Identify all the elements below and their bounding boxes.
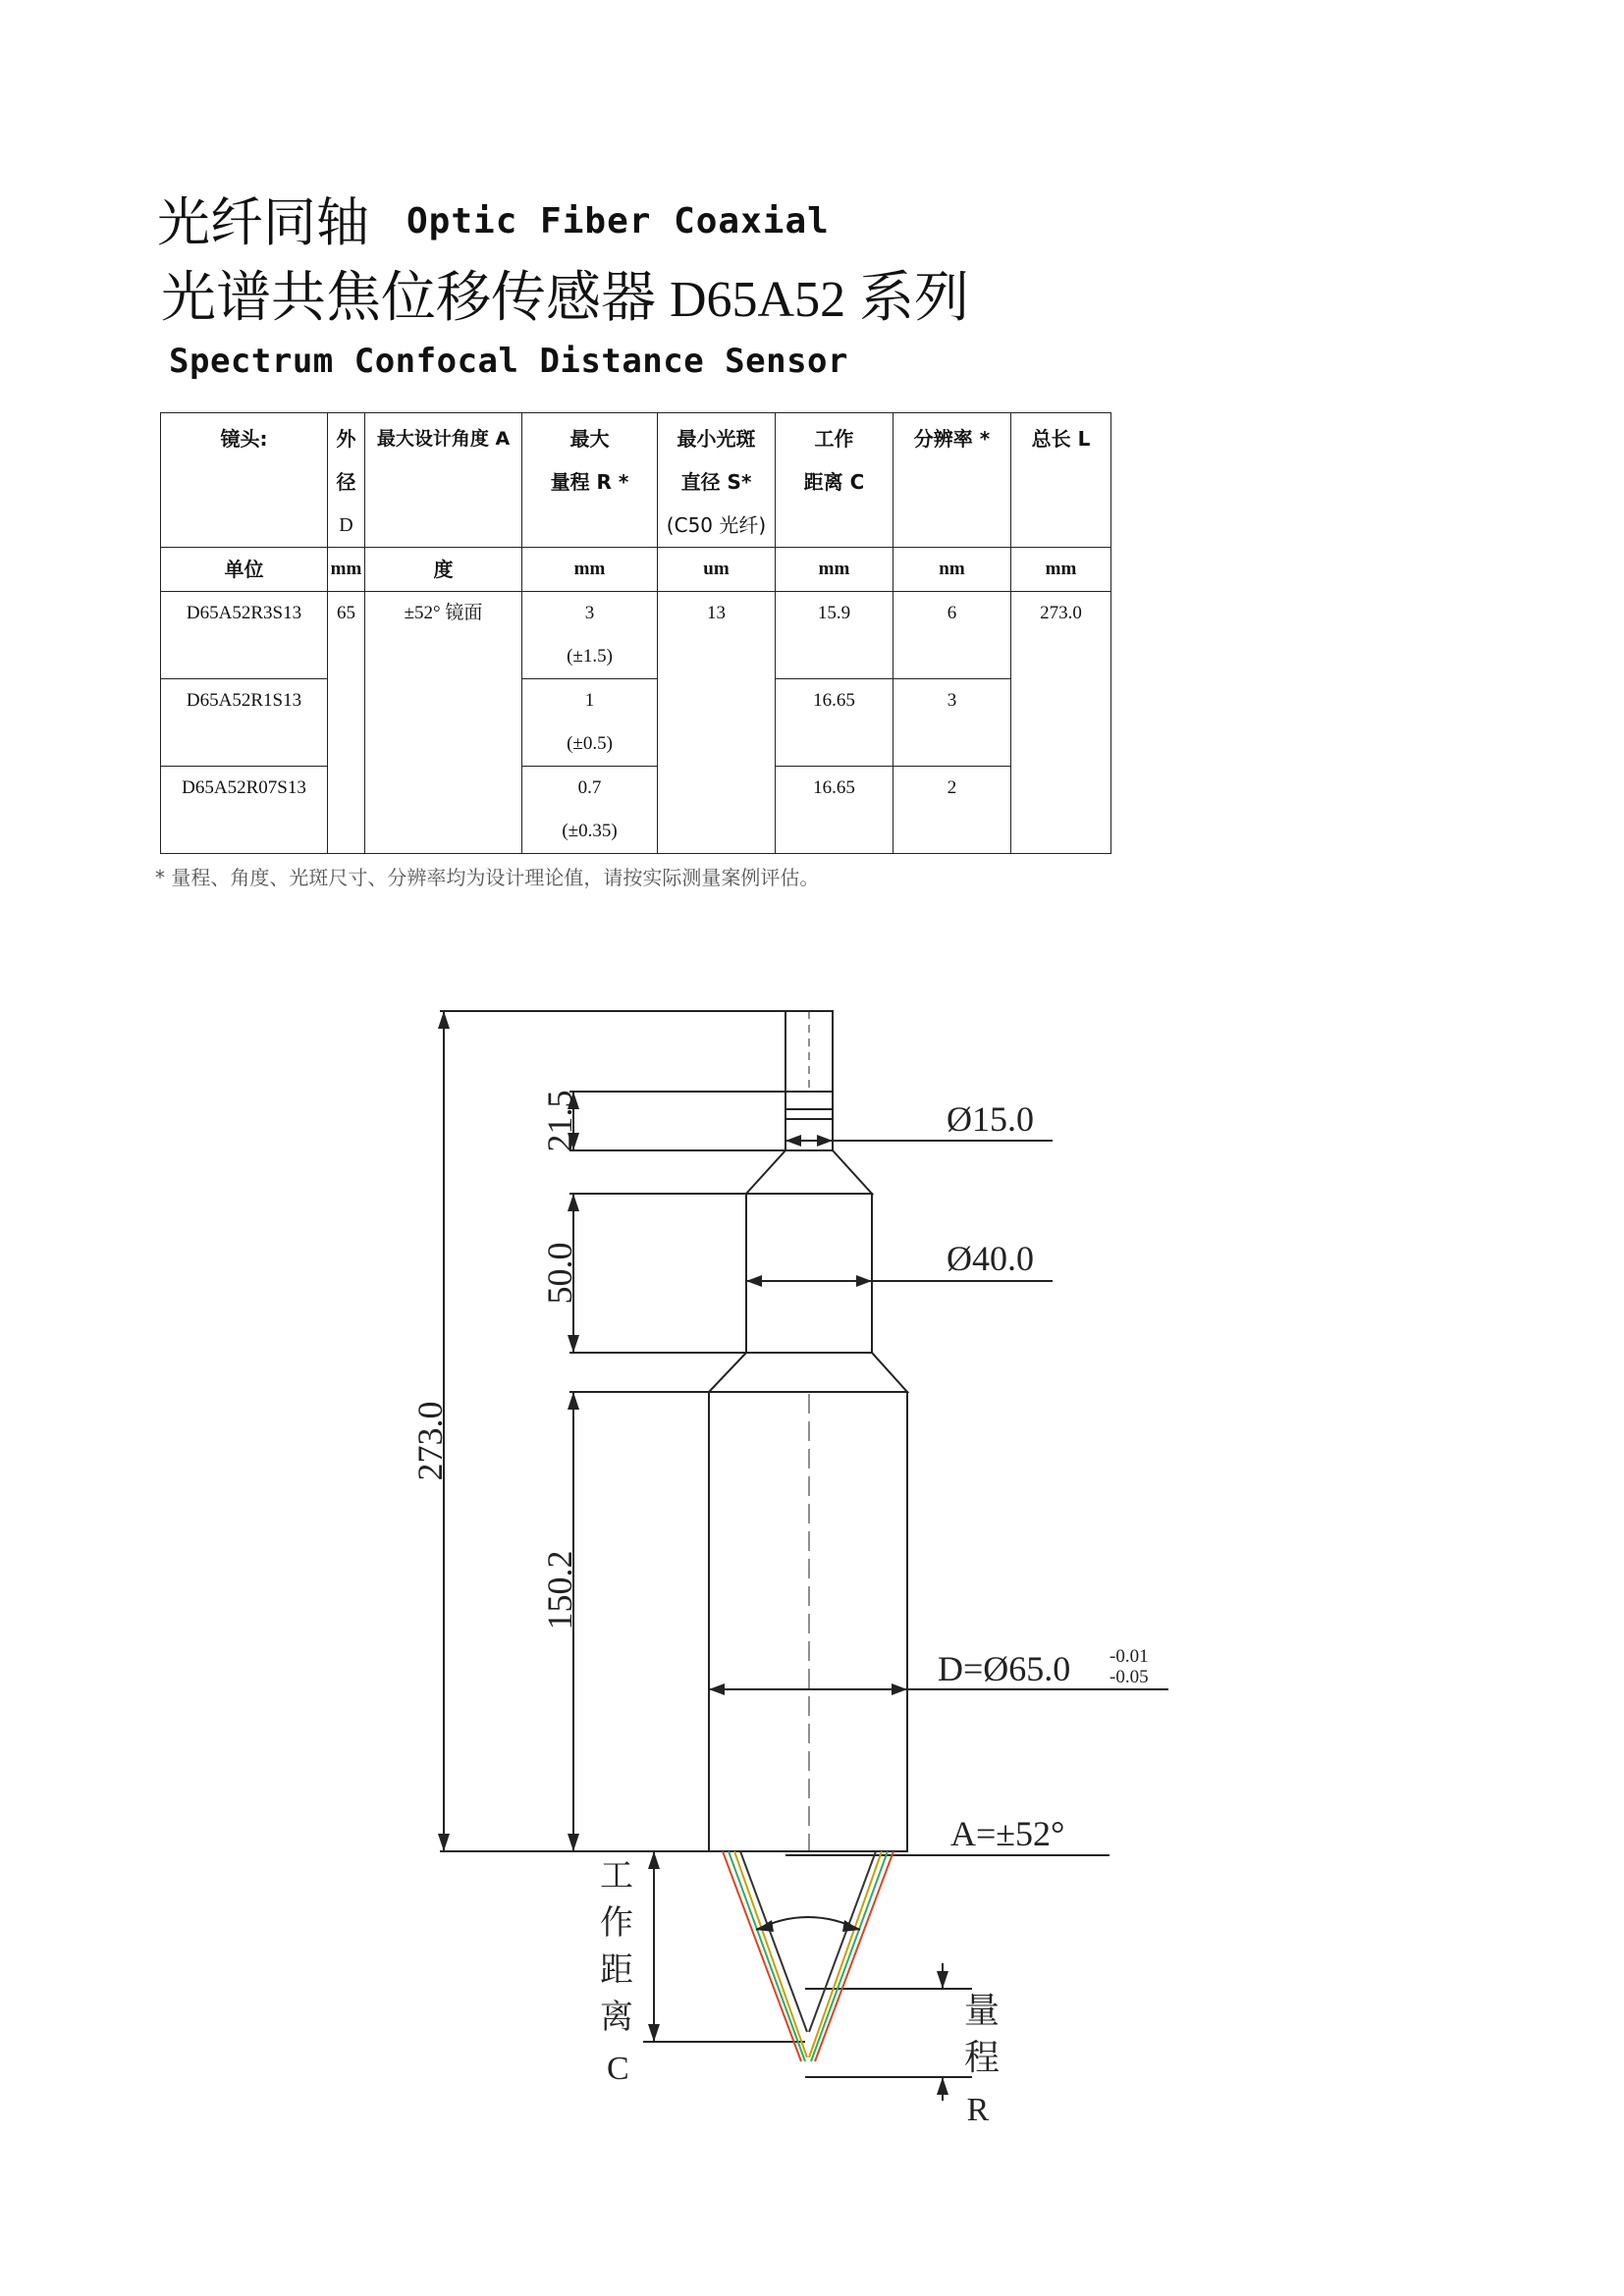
- dimension-labels: [410, 1091, 1149, 2129]
- fiber-cable: [785, 1011, 833, 1092]
- dim-body-label: 150.2: [540, 1550, 579, 1630]
- header-range: 最大 量程 R *: [522, 413, 658, 548]
- unit-cell: mm: [522, 548, 658, 592]
- unit-cell: um: [658, 548, 776, 592]
- header-diameter: 外 径 D: [328, 413, 365, 548]
- header-resolution: 分辨率 *: [893, 413, 1011, 548]
- length-cell: 273.0: [1011, 592, 1111, 854]
- spot-cell: 13: [658, 592, 776, 854]
- range-cell: 0.7 (±0.35): [522, 767, 658, 854]
- unit-cell: 单位: [161, 548, 328, 592]
- dia-mid-label: Ø40.0: [947, 1239, 1034, 1278]
- range-label-1: 量: [963, 1991, 1001, 2030]
- resolution-cell: 6: [893, 592, 1011, 679]
- work-label-2: 作: [600, 1905, 633, 1942]
- work-label-1: 工: [600, 1858, 633, 1895]
- unit-cell: 度: [365, 548, 522, 592]
- header-work-distance: 工作 距离 C: [776, 413, 893, 548]
- dia-fiber-label: Ø15.0: [947, 1099, 1034, 1139]
- tol-lower-label: -0.05: [1110, 1667, 1149, 1687]
- series-label: 系列: [859, 266, 970, 330]
- tol-upper-label: -0.01: [1110, 1646, 1149, 1667]
- main-body: [709, 1392, 907, 1851]
- footnote: * 量程、角度、光斑尺寸、分辨率均为设计理论值，请按实际测量案例评估。: [155, 866, 820, 889]
- range-cell: 3 (±1.5): [522, 592, 658, 679]
- model-name: D65A52: [670, 272, 846, 328]
- range-label-3: R: [966, 2092, 990, 2128]
- work-distance-cell: 15.9: [776, 592, 893, 679]
- title-en: Optic Fiber Coaxial: [406, 201, 830, 241]
- model-cell: D65A52R07S13: [161, 767, 328, 854]
- unit-cell: nm: [893, 548, 1011, 592]
- range-cell: 1 (±0.5): [522, 679, 658, 767]
- work-distance-cell: 16.65: [776, 679, 893, 767]
- dim-total-label: 273.0: [410, 1401, 450, 1481]
- model-cell: D65A52R1S13: [161, 679, 328, 767]
- lower-taper: [709, 1353, 907, 1392]
- subtitle-en: Spectrum Confocal Distance Sensor: [169, 342, 849, 381]
- resolution-cell: 2: [893, 767, 1011, 854]
- upper-taper: [746, 1150, 872, 1194]
- work-label-5: C: [607, 2051, 629, 2087]
- header-lens: 镜头:: [161, 413, 328, 548]
- work-label-3: 距: [600, 1952, 633, 1989]
- resolution-cell: 3: [893, 679, 1011, 767]
- header-length: 总长 L: [1011, 413, 1111, 548]
- dia-body-label: D=Ø65.0: [938, 1649, 1071, 1688]
- unit-cell: mm: [776, 548, 893, 592]
- title-zh: 光纤同轴: [157, 191, 369, 253]
- work-distance-cell: 16.65: [776, 767, 893, 854]
- angle-cell: ±52° 镜面: [365, 592, 522, 854]
- range-label-2: 程: [963, 2038, 1001, 2077]
- unit-cell: mm: [328, 548, 365, 592]
- mid-body: [746, 1194, 872, 1353]
- subtitle-zh: 光谱共焦位移传感器: [161, 266, 656, 330]
- angle-label: A=±52°: [950, 1814, 1065, 1853]
- diameter-cell: 65: [328, 592, 365, 854]
- header-spot: 最小光斑 直径 S* (C50 光纤): [658, 413, 776, 548]
- work-label-4: 离: [600, 2000, 633, 2036]
- header-angle: 最大设计角度 A: [365, 413, 522, 548]
- unit-cell: mm: [1011, 548, 1111, 592]
- dim-neck-label: 21.5: [540, 1090, 579, 1152]
- dim-taper-label: 50.0: [540, 1242, 579, 1305]
- model-cell: D65A52R3S13: [161, 592, 328, 679]
